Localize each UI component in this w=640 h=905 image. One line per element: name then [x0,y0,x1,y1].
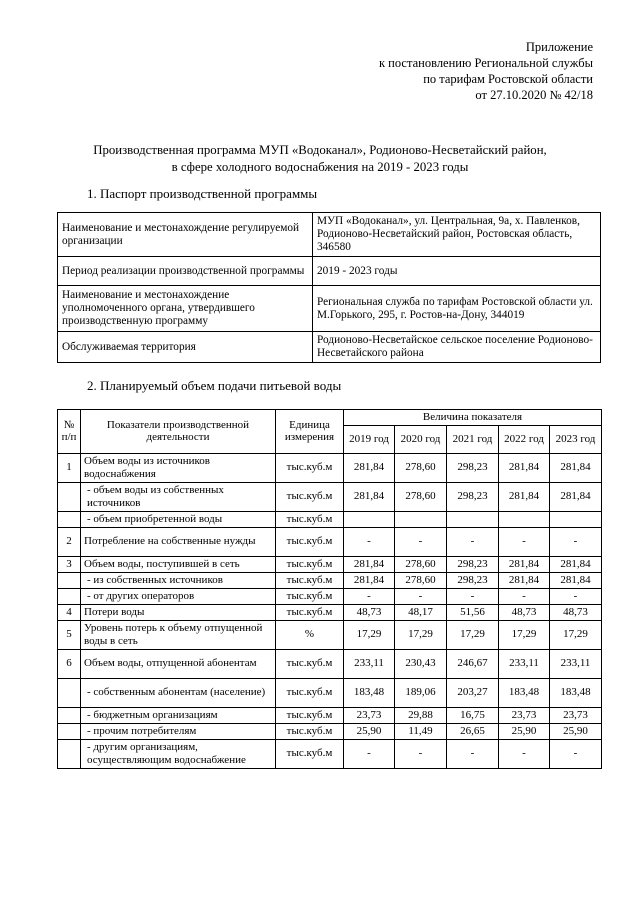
value-cell: 203,27 [447,678,499,707]
header-year: 2023 год [550,425,602,453]
value-cell: 48,17 [395,604,447,620]
table-row [58,723,602,739]
indicator-name: Уровень потерь к объему отпущенной воды в сеть [81,620,276,649]
passport-table [57,212,601,363]
document-title [60,142,580,176]
value-cell: - [395,527,447,556]
table-row [58,604,602,620]
value-cell: 278,60 [395,482,447,511]
value-cell: 281,84 [499,572,550,588]
header-indicator: Показатели производственной деятельности [81,410,276,454]
passport-value: 2019 - 2023 годы [313,257,601,286]
value-cell: 298,23 [447,453,499,482]
title-line: в сфере холодного водоснабжения на 2019 - 2023 годы [171,160,469,174]
row-number: 3 [58,556,81,572]
value-cell: 25,90 [344,723,395,739]
value-cell: 23,73 [550,707,602,723]
passport-key: Наименование и местонахождение регулируемой организации [58,213,313,257]
value-cell: 281,84 [499,556,550,572]
header-year: 2021 год [447,425,499,453]
value-cell: 16,75 [447,707,499,723]
section-heading-volume: 2. Планируемый объем подачи питьевой воды [87,378,342,393]
value-cell: - [499,588,550,604]
appendix-block [379,39,593,103]
table-row [58,572,602,588]
value-cell: - [344,527,395,556]
unit-cell: тыс.куб.м [276,649,344,678]
table-row [58,678,602,707]
passport-key: Период реализации производственной программы [58,257,313,286]
value-cell: 281,84 [344,453,395,482]
header-year: 2022 год [499,425,550,453]
value-cell [344,511,395,527]
indicator-name: - из собственных источников [81,572,276,588]
value-cell: 246,67 [447,649,499,678]
value-cell: 281,84 [499,482,550,511]
header-value-group: Величина показателя [344,410,602,426]
table-row [58,482,602,511]
row-number: 4 [58,604,81,620]
value-cell: 233,11 [344,649,395,678]
value-cell: 281,84 [550,482,602,511]
value-cell: - [344,588,395,604]
value-cell: 281,84 [344,556,395,572]
value-cell: 281,84 [499,453,550,482]
header-unit: Единица измерения [276,410,344,454]
unit-cell: тыс.куб.м [276,723,344,739]
header-year: 2020 год [395,425,447,453]
table-row [58,649,602,678]
appendix-line: Приложение [525,40,593,54]
unit-cell: тыс.куб.м [276,453,344,482]
unit-cell: тыс.куб.м [276,556,344,572]
passport-value: МУП «Водоканал», ул. Центральная, 9а, х. Павленков, Родионово-Несветайский район, Ростовская область, 346580 [313,213,601,257]
passport-row [58,286,601,332]
indicator-name: - объем воды из собственных источников [81,482,276,511]
value-cell: 233,11 [550,649,602,678]
water-volume-table [57,409,602,769]
value-cell: 281,84 [550,556,602,572]
value-cell: - [395,588,447,604]
table-body [58,453,602,768]
indicator-name: Объем воды, поступившей в сеть [81,556,276,572]
header-row [58,410,602,426]
value-cell: 278,60 [395,556,447,572]
indicator-name: Объем воды из источников водоснабжения [81,453,276,482]
indicator-name: Потребление на собственные нужды [81,527,276,556]
value-cell: 183,48 [344,678,395,707]
value-cell: 233,11 [499,649,550,678]
value-cell: 48,73 [344,604,395,620]
value-cell: 298,23 [447,556,499,572]
appendix-line: по тарифам Ростовской области [423,72,593,86]
value-cell: 278,60 [395,453,447,482]
indicator-name: - объем приобретенной воды [81,511,276,527]
passport-row [58,213,601,257]
value-cell: 278,60 [395,572,447,588]
value-cell: - [499,527,550,556]
appendix-line: от 27.10.2020 № 42/18 [475,88,593,102]
indicator-name: - собственным абонентам (население) [81,678,276,707]
value-cell: 183,48 [499,678,550,707]
table-row [58,556,602,572]
value-cell: 17,29 [344,620,395,649]
value-cell: 48,73 [499,604,550,620]
unit-cell: тыс.куб.м [276,588,344,604]
indicator-name: - от других операторов [81,588,276,604]
title-line: Производственная программа МУП «Водоканал», Родионово-Несветайский район, [93,143,547,157]
unit-cell: тыс.куб.м [276,511,344,527]
indicator-name: Потери воды [81,604,276,620]
value-cell: - [344,739,395,768]
value-cell: 26,65 [447,723,499,739]
row-number [58,511,81,527]
value-cell: - [550,527,602,556]
value-cell: 25,90 [550,723,602,739]
value-cell: 189,06 [395,678,447,707]
table-row [58,511,602,527]
value-cell: - [550,739,602,768]
row-number [58,707,81,723]
value-cell: 281,84 [550,453,602,482]
table-row [58,527,602,556]
passport-value: Родионово-Несветайское сельское поселение Родионово-Несветайского района [313,332,601,363]
passport-key: Наименование и местонахождение уполномоченного органа, утвердившего производственную программу [58,286,313,332]
row-number: 2 [58,527,81,556]
row-number [58,678,81,707]
passport-row [58,332,601,363]
value-cell: 298,23 [447,572,499,588]
passport-key: Обслуживаемая территория [58,332,313,363]
table-row [58,453,602,482]
value-cell: - [550,588,602,604]
table-row [58,707,602,723]
value-cell: - [447,527,499,556]
unit-cell: тыс.куб.м [276,739,344,768]
value-cell: 281,84 [344,572,395,588]
unit-cell: тыс.куб.м [276,482,344,511]
value-cell: - [395,739,447,768]
value-cell [447,511,499,527]
value-cell: 281,84 [550,572,602,588]
indicator-name: - другим организациям, осуществляющим водоснабжение [81,739,276,768]
value-cell: 17,29 [447,620,499,649]
value-cell: 23,73 [344,707,395,723]
value-cell: 23,73 [499,707,550,723]
value-cell: 281,84 [344,482,395,511]
unit-cell: тыс.куб.м [276,572,344,588]
row-number [58,588,81,604]
value-cell: - [447,739,499,768]
passport-row [58,257,601,286]
value-cell: 25,90 [499,723,550,739]
indicator-name: Объем воды, отпущенной абонентам [81,649,276,678]
value-cell [499,511,550,527]
unit-cell: тыс.куб.м [276,678,344,707]
unit-cell: тыс.куб.м [276,527,344,556]
value-cell: 48,73 [550,604,602,620]
value-cell: 11,49 [395,723,447,739]
unit-cell: тыс.куб.м [276,707,344,723]
header-year: 2019 год [344,425,395,453]
row-number [58,723,81,739]
row-number [58,739,81,768]
row-number [58,572,81,588]
value-cell: 230,43 [395,649,447,678]
table-row [58,739,602,768]
row-number: 5 [58,620,81,649]
row-number: 6 [58,649,81,678]
unit-cell: % [276,620,344,649]
value-cell: 17,29 [550,620,602,649]
header-num: № п/п [58,410,81,454]
appendix-line: к постановлению Региональной службы [378,56,593,70]
passport-value: Региональная служба по тарифам Ростовской области ул. М.Горького, 295, г. Ростов-на-Дону, 344019 [313,286,601,332]
row-number [58,482,81,511]
value-cell: 183,48 [550,678,602,707]
indicator-name: - прочим потребителям [81,723,276,739]
value-cell: 17,29 [499,620,550,649]
value-cell: 29,88 [395,707,447,723]
section-heading-passport: 1. Паспорт производственной программы [87,186,318,201]
value-cell: - [499,739,550,768]
indicator-name: - бюджетным организациям [81,707,276,723]
value-cell [550,511,602,527]
table-row [58,588,602,604]
row-number: 1 [58,453,81,482]
table-row [58,620,602,649]
value-cell: 298,23 [447,482,499,511]
value-cell: - [447,588,499,604]
value-cell [395,511,447,527]
unit-cell: тыс.куб.м [276,604,344,620]
value-cell: 17,29 [395,620,447,649]
value-cell: 51,56 [447,604,499,620]
